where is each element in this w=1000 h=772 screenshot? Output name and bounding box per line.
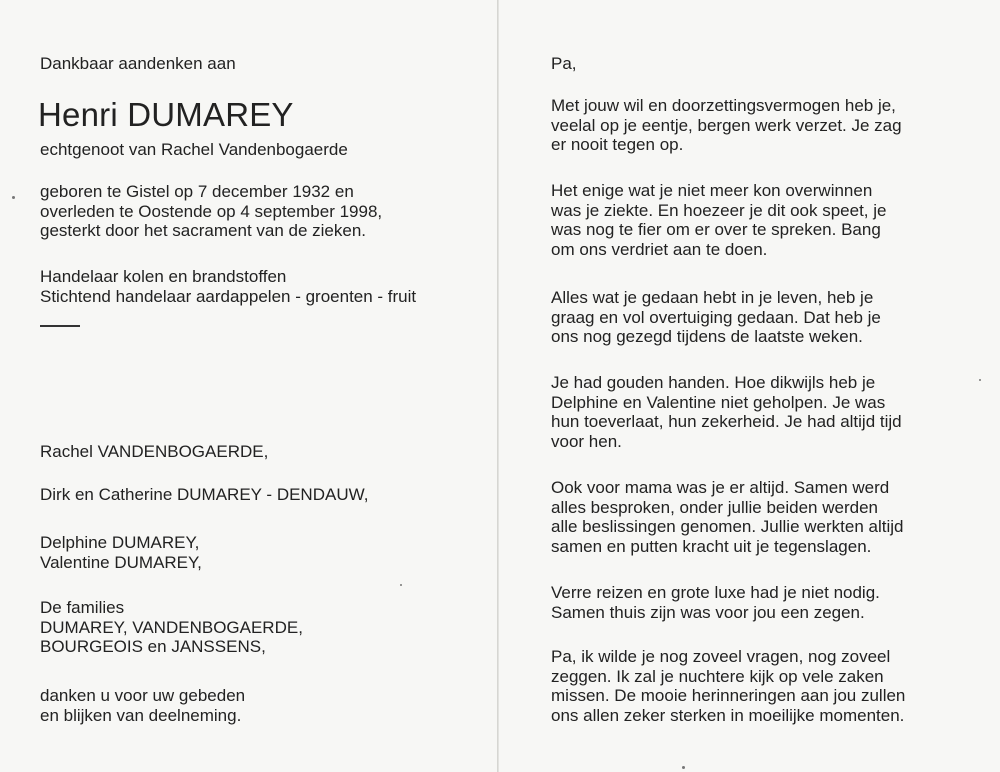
paragraph-line: hun toeverlaat, hun zekerheid. Je had altijd tijd (551, 412, 902, 431)
family-groups (40, 598, 303, 657)
family-dirk-catherine: Dirk en Catherine DUMAREY - DENDAUW, (40, 485, 369, 504)
family-daughters (40, 533, 202, 572)
paragraph (551, 181, 886, 259)
biography (40, 182, 382, 241)
paragraph-line: er nooit tegen op. (551, 135, 684, 154)
occupation-line: Stichtend handelaar aardappelen - groenten - fruit (40, 286, 417, 306)
paragraph-line: missen. De mooie herinneringen aan jou zullen (551, 686, 906, 705)
paragraph-line: veelal op je eentje, bergen werk verzet. Je zag (551, 115, 902, 135)
paper-speck (12, 196, 15, 199)
family-delphine: Delphine DUMAREY, (40, 533, 200, 552)
paragraph-line: Met jouw wil en doorzettingsvermogen heb je, (551, 96, 896, 115)
paragraph (551, 288, 881, 347)
paragraph-line: was je ziekte. En hoezeer je dit ook speet, je (551, 200, 887, 220)
families-intro: De families (40, 598, 125, 617)
paper-speck (400, 584, 402, 586)
paragraph (551, 96, 902, 155)
paragraph-line: graag en vol overtuiging gedaan. Dat heb je (551, 307, 881, 327)
paragraph-line: Delphine en Valentine niet geholpen. Je was (551, 392, 886, 412)
occupation-line: Handelaar kolen en brandstoffen (40, 267, 287, 286)
families-line: DUMAREY, VANDENBOGAERDE, (40, 617, 303, 637)
paragraph-line: voor hen. (551, 431, 622, 451)
paragraph-line: Verre reizen en grote luxe had je niet nodig. (551, 583, 880, 602)
paragraph-line: Het enige wat je niet meer kon overwinnen (551, 181, 873, 200)
divider-rule (40, 325, 80, 327)
thanks (40, 686, 245, 725)
paragraph-line: om ons verdriet aan te doen. (551, 239, 768, 259)
spouse-line: echtgenoot van Rachel Vandenbogaerde (40, 140, 348, 159)
paragraph-line: Je had gouden handen. Hoe dikwijls heb je (551, 373, 876, 392)
right-page (499, 0, 1000, 772)
paragraph (551, 583, 880, 622)
paragraph-line: Ook voor mama was je er altijd. Samen werd (551, 478, 890, 497)
greeting: Pa, (551, 54, 577, 73)
deceased-name: Henri DUMAREY (38, 96, 294, 133)
family-valentine: Valentine DUMAREY, (40, 552, 202, 572)
paragraph (551, 647, 905, 725)
memorial-header: Dankbaar aandenken aan (40, 54, 236, 73)
occupation (40, 267, 416, 306)
thanks-line: danken u voor uw gebeden (40, 686, 246, 705)
bio-line: overleden te Oostende op 4 september 1998, (40, 201, 383, 221)
paragraph-line: alle beslissingen genomen. Jullie werkten altijd (551, 517, 904, 536)
families-line: BOURGEOIS en JANSSENS, (40, 637, 266, 656)
bio-line: gesterkt door het sacrament van de zieken. (40, 221, 367, 240)
paper-speck (979, 379, 981, 381)
paragraph-line: samen en putten kracht uit je tegenslagen. (551, 536, 872, 556)
paragraph-line: Samen thuis zijn was voor jou een zegen. (551, 602, 865, 622)
paragraph-line: Alles wat je gedaan hebt in je leven, heb je (551, 288, 874, 307)
thanks-line: en blijken van deelneming. (40, 705, 242, 725)
left-page (0, 0, 497, 772)
paragraph-line: ons nog gezegd tijdens de laatste weken. (551, 327, 863, 346)
paragraph-line: alles besproken, onder jullie beiden werden (551, 497, 878, 517)
family-rachel: Rachel VANDENBOGAERDE, (40, 442, 269, 461)
paragraph (551, 478, 903, 556)
paragraph-line: zeggen. Ik zal je nuchtere kijk op vele zaken (551, 666, 884, 686)
bio-line: geboren te Gistel op 7 december 1932 en (40, 182, 354, 201)
paragraph-line: Pa, ik wilde je nog zoveel vragen, nog zoveel (551, 647, 891, 666)
paragraph-line: ons allen zeker sterken in moeilijke momenten. (551, 705, 905, 725)
paper-speck (682, 766, 685, 769)
paragraph (551, 373, 902, 451)
paragraph-line: was nog te fier om er over te spreken. Bang (551, 220, 881, 239)
